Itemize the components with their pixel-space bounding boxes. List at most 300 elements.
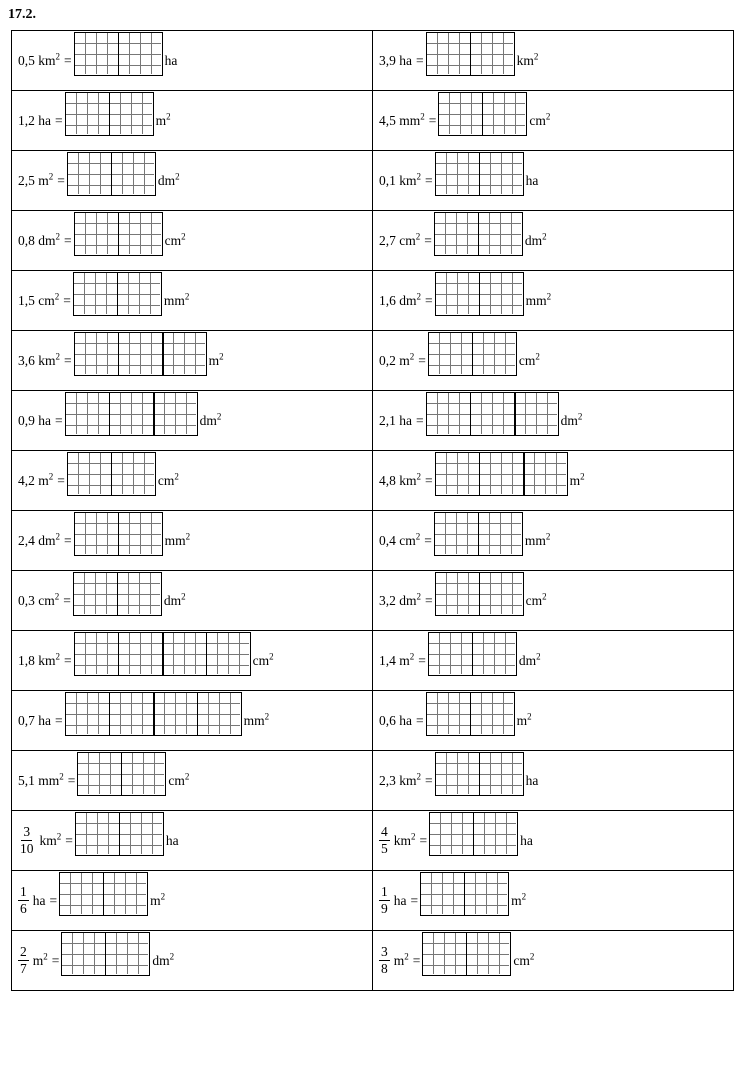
exercise-cell-right [373,271,734,331]
grid-separator [118,213,119,255]
given-value: 0,2 $m^2$ [379,351,415,368]
given-value: 2,1 ha [379,412,412,428]
equals-sign: = [55,412,63,428]
target-unit: $mm^2$ [163,291,190,308]
table-row [12,331,734,391]
equals-sign: = [416,52,424,68]
exercise-cell-left [12,571,373,631]
target-unit: $dm^2$ [518,651,541,668]
fraction-denominator: 6 [20,901,27,916]
grid-separator [118,333,119,375]
exponent: 2 [535,351,540,361]
exponent: 2 [55,231,61,241]
equals-sign: = [51,952,60,968]
grid-separator [473,813,474,855]
exponent: 2 [55,531,61,541]
answer-grid[interactable] [428,332,517,376]
given-value: 4,8 $km^2$ [379,471,422,488]
grid-separator [472,633,473,675]
exercise-title: 17.2. [8,7,36,22]
conversion-expression [379,212,733,270]
conversion-expression [379,392,733,450]
given-value: 3,6 $km^2$ [18,351,61,368]
grid-separator [121,753,122,795]
exponent: 2 [416,591,422,601]
conversion-expression [18,392,372,450]
answer-grid[interactable] [438,92,527,136]
grid-separator [109,693,110,735]
given-value: $m^2$ [32,951,48,968]
target-unit: $dm^2$ [157,171,180,188]
fraction-numerator: 1 [20,884,27,900]
exponent: 2 [521,891,527,901]
grid-separator [479,753,480,795]
exponent: 2 [533,51,539,61]
conversion-expression [379,92,733,150]
equals-sign: = [57,472,65,488]
fraction [18,824,36,856]
exercise-cell-right [373,631,734,691]
equals-sign: = [425,772,433,788]
exponent: 2 [55,51,61,61]
conversion-expression [379,692,733,750]
grid-separator [470,393,471,435]
table-row [12,931,734,991]
exponent: 2 [216,411,222,421]
given-value: 0,3 $cm^2$ [18,591,60,608]
exponent: 2 [181,231,186,241]
conversion-expression [379,332,733,390]
grid-separator [103,873,104,915]
fraction-numerator: 1 [381,884,388,900]
exponent: 2 [175,171,180,181]
table-row [12,451,734,511]
exponent: 2 [219,351,224,361]
exponent: 2 [415,531,421,541]
given-value: 1,6 $dm^2$ [379,291,422,308]
grid-separator-thick [153,693,155,735]
grid-separator [105,933,106,975]
exponent: 2 [542,231,547,241]
answer-grid[interactable] [75,812,164,856]
conversion-expression [379,812,733,870]
table-row [12,31,734,91]
exercise-cell-left [12,691,373,751]
conversion-expression [379,872,733,930]
exercise-cell-left [12,211,373,271]
given-value: 1,4 $m^2$ [379,651,415,668]
target-unit: $cm^2$ [164,231,186,248]
grid-separator [470,693,471,735]
target-unit: ha [525,772,539,788]
equals-sign: = [425,292,433,308]
exercise-cell-left [12,511,373,571]
conversion-expression [18,812,372,870]
exponent: 2 [55,351,61,361]
conversion-expression [379,452,733,510]
equals-sign: = [425,472,433,488]
exponent: 2 [59,771,64,781]
answer-grid[interactable] [67,152,156,196]
equals-sign: = [55,112,63,128]
conversion-expression [379,32,733,90]
equals-sign: = [425,172,433,188]
equals-sign: = [63,592,71,608]
exponent: 2 [56,831,62,841]
conversion-expression [379,152,733,210]
exponent: 2 [416,771,422,781]
answer-grid[interactable] [435,752,524,796]
target-unit: $dm^2$ [163,591,186,608]
answer-grid[interactable] [74,332,207,376]
conversion-expression [379,272,733,330]
table-row [12,811,734,871]
grid-separator-thick [514,393,516,435]
target-unit: $km^2$ [516,51,539,68]
exercise-cell-left [12,811,373,871]
exponent: 2 [420,111,425,121]
target-unit: $mm^2$ [164,531,191,548]
grid-separator [111,153,112,195]
fraction [379,944,390,976]
conversion-expression [379,632,733,690]
answer-grid[interactable] [65,92,154,136]
target-unit: $cm^2$ [518,351,540,368]
given-value: 0,4 $cm^2$ [379,531,421,548]
equals-sign: = [419,832,428,848]
target-unit: ha [164,52,178,68]
given-value: $m^2$ [393,951,409,968]
equals-sign: = [416,412,424,428]
answer-grid[interactable] [435,272,524,316]
conversion-table [11,30,734,991]
answer-grid[interactable] [77,752,166,796]
equals-sign: = [412,952,421,968]
conversion-expression [379,572,733,630]
equals-sign: = [63,292,71,308]
exercise-cell-left [12,871,373,931]
grid-separator [478,513,479,555]
target-unit: $cm^2$ [525,591,547,608]
table-row [12,391,734,451]
fraction [379,824,390,856]
answer-grid[interactable] [74,212,163,256]
conversion-expression [18,92,372,150]
conversion-expression [18,272,372,330]
given-value: 0,9 ha [18,412,51,428]
given-value: 2,3 $km^2$ [379,771,422,788]
exponent: 2 [404,951,409,961]
exercise-cell-right [373,931,734,991]
target-unit: $dm^2$ [152,951,175,968]
exercise-cell-right [373,31,734,91]
grid-separator [117,273,118,315]
target-unit: $m^2$ [516,711,532,728]
target-unit: $dm^2$ [199,411,222,428]
conversion-expression [379,752,733,810]
given-value: 0,7 ha [18,712,51,728]
given-value: 1,8 $km^2$ [18,651,61,668]
target-unit: ha [165,832,179,848]
exponent: 2 [184,291,190,301]
answer-grid[interactable] [65,392,198,436]
exponent: 2 [264,711,270,721]
exponent: 2 [527,711,532,721]
answer-grid[interactable] [426,692,515,736]
given-value: 0,8 $dm^2$ [18,231,61,248]
equals-sign: = [418,652,426,668]
fraction-denominator: 5 [381,841,388,856]
answer-grid[interactable] [61,932,150,976]
conversion-expression [379,512,733,570]
target-unit: ha [525,172,539,188]
equals-sign: = [57,172,65,188]
grid-separator [472,333,473,375]
target-unit: $cm^2$ [157,471,179,488]
table-row [12,511,734,571]
fraction [18,944,29,976]
exercise-cell-left [12,751,373,811]
exponent: 2 [48,471,54,481]
given-value: 2,4 $dm^2$ [18,531,61,548]
conversion-expression [18,332,372,390]
grid-separator-thick [162,333,164,375]
exponent: 2 [529,951,535,961]
conversion-expression [18,212,372,270]
exercise-cell-right [373,811,734,871]
given-value: ha [393,892,407,908]
answer-grid[interactable] [435,152,524,196]
conversion-expression [18,512,372,570]
given-value: 5,1 $mm^2$ [18,771,64,788]
grid-separator [479,273,480,315]
exponent: 2 [54,291,60,301]
grid-separator [479,573,480,615]
given-value: 2,5 $m^2$ [18,171,54,188]
grid-separator [464,873,465,915]
exponent: 2 [411,831,416,841]
exercise-cell-left [12,451,373,511]
exercise-cell-right [373,391,734,451]
table-row [12,271,734,331]
equals-sign: = [49,892,58,908]
exponent: 2 [409,651,415,661]
equals-sign: = [418,352,426,368]
exercise-cell-right [373,91,734,151]
exponent: 2 [166,111,171,121]
exponent: 2 [43,951,48,961]
exercise-cell-left [12,331,373,391]
exercise-cell-right [373,751,734,811]
answer-grid[interactable] [426,392,559,436]
target-unit: $m^2$ [150,891,166,908]
conversion-expression [18,872,372,930]
fraction-numerator: 2 [20,944,27,960]
equals-sign: = [410,892,419,908]
answer-grid[interactable] [435,572,524,616]
answer-grid[interactable] [426,32,515,76]
exponent: 2 [416,291,422,301]
fraction-numerator: 3 [23,824,31,840]
target-unit: $mm^2$ [525,291,552,308]
exponent: 2 [545,111,551,121]
table-row [12,751,734,811]
answer-grid[interactable] [73,272,162,316]
exponent: 2 [546,291,552,301]
exercise-cell-left [12,91,373,151]
target-unit: $mm^2$ [243,711,270,728]
exercise-cell-right [373,691,734,751]
grid-separator [119,813,120,855]
exponent: 2 [48,171,54,181]
answer-grid[interactable] [422,932,511,976]
table-row [12,691,734,751]
exercise-cell-left [12,631,373,691]
given-value: $km^2$ [393,831,416,848]
target-unit: $mm^2$ [524,531,551,548]
target-unit: $m^2$ [155,111,171,128]
equals-sign: = [64,532,72,548]
grid-separator [479,153,480,195]
exercise-cell-right [373,511,734,571]
exponent: 2 [174,471,179,481]
equals-sign: = [65,832,73,848]
fraction [18,884,29,916]
target-unit: $cm^2$ [513,951,535,968]
conversion-expression [18,632,372,690]
grid-separator [470,33,471,75]
conversion-expression [18,692,372,750]
target-unit: $dm^2$ [524,231,547,248]
answer-grid[interactable] [420,872,509,916]
answer-grid[interactable] [434,512,523,556]
equals-sign: = [425,592,433,608]
exponent: 2 [269,651,274,661]
equals-sign: = [64,652,72,668]
given-value: 0,5 $km^2$ [18,51,61,68]
table-row [12,91,734,151]
answer-grid[interactable] [67,452,156,496]
grid-separator [111,453,112,495]
equals-sign: = [64,232,72,248]
grid-separator [118,33,119,75]
exponent: 2 [54,591,60,601]
exponent: 2 [409,351,415,361]
fraction-denominator: 10 [20,841,34,856]
answer-grid[interactable] [435,452,568,496]
grid-separator [118,633,119,675]
exponent: 2 [416,171,422,181]
equals-sign: = [424,532,432,548]
exercise-cell-left [12,271,373,331]
fraction [379,884,390,916]
grid-separator [118,513,119,555]
grid-separator [109,93,110,135]
table-row [12,631,734,691]
answer-grid[interactable] [65,692,242,736]
target-unit: $m^2$ [569,471,585,488]
table-row [12,211,734,271]
exponent: 2 [169,951,175,961]
equals-sign: = [428,112,437,128]
exercise-cell-left [12,931,373,991]
table-row [12,871,734,931]
exercise-cell-right [373,211,734,271]
exponent: 2 [160,891,166,901]
conversion-expression [18,32,372,90]
table-row [12,571,734,631]
conversion-expression [18,752,372,810]
equals-sign: = [55,712,63,728]
conversion-expression [379,932,733,990]
exercise-cell-left [12,31,373,91]
grid-separator [206,633,207,675]
exercise-cell-left [12,391,373,451]
answer-grid[interactable] [74,512,163,556]
exercise-cell-right [373,571,734,631]
answer-grid[interactable] [74,32,163,76]
given-value: 0,6 ha [379,712,412,728]
exponent: 2 [181,591,186,601]
exponent: 2 [580,471,585,481]
grid-separator [482,93,483,135]
answer-grid[interactable] [59,872,148,916]
target-unit: $m^2$ [208,351,224,368]
given-value: 4,2 $m^2$ [18,471,54,488]
exercise-cell-right [373,331,734,391]
given-value: 1,2 ha [18,112,51,128]
grid-separator [479,453,480,495]
exponent: 2 [55,651,61,661]
equals-sign: = [67,772,76,788]
exponent: 2 [416,471,422,481]
given-value: 0,1 $km^2$ [379,171,422,188]
grid-separator [117,573,118,615]
answer-grid[interactable] [428,632,517,676]
equals-sign: = [424,232,432,248]
answer-grid[interactable] [429,812,518,856]
fraction-numerator: 3 [381,944,388,960]
fraction-numerator: 4 [381,824,388,840]
target-unit: $cm^2$ [252,651,274,668]
exponent: 2 [536,651,541,661]
grid-separator [478,213,479,255]
equals-sign: = [416,712,424,728]
target-unit: $cm^2$ [529,111,551,128]
answer-grid[interactable] [74,632,251,676]
table-row [12,151,734,211]
answer-grid[interactable] [434,212,523,256]
given-value: 2,7 $cm^2$ [379,231,421,248]
target-unit: ha [520,832,533,848]
given-value: $km^2$ [39,831,62,848]
exercise-cell-right [373,451,734,511]
given-value: ha [32,892,46,908]
exponent: 2 [415,231,421,241]
fraction-denominator: 9 [381,901,388,916]
exponent: 2 [542,591,547,601]
given-value: 3,2 $dm^2$ [379,591,422,608]
exercise-cell-right [373,151,734,211]
target-unit: $m^2$ [511,891,527,908]
given-value: 1,5 $cm^2$ [18,291,60,308]
answer-grid[interactable] [73,572,162,616]
conversion-expression [18,932,372,990]
exponent: 2 [184,771,190,781]
given-value: 3,9 ha [379,52,412,68]
exponent: 2 [185,531,191,541]
target-unit: $cm^2$ [168,771,190,788]
